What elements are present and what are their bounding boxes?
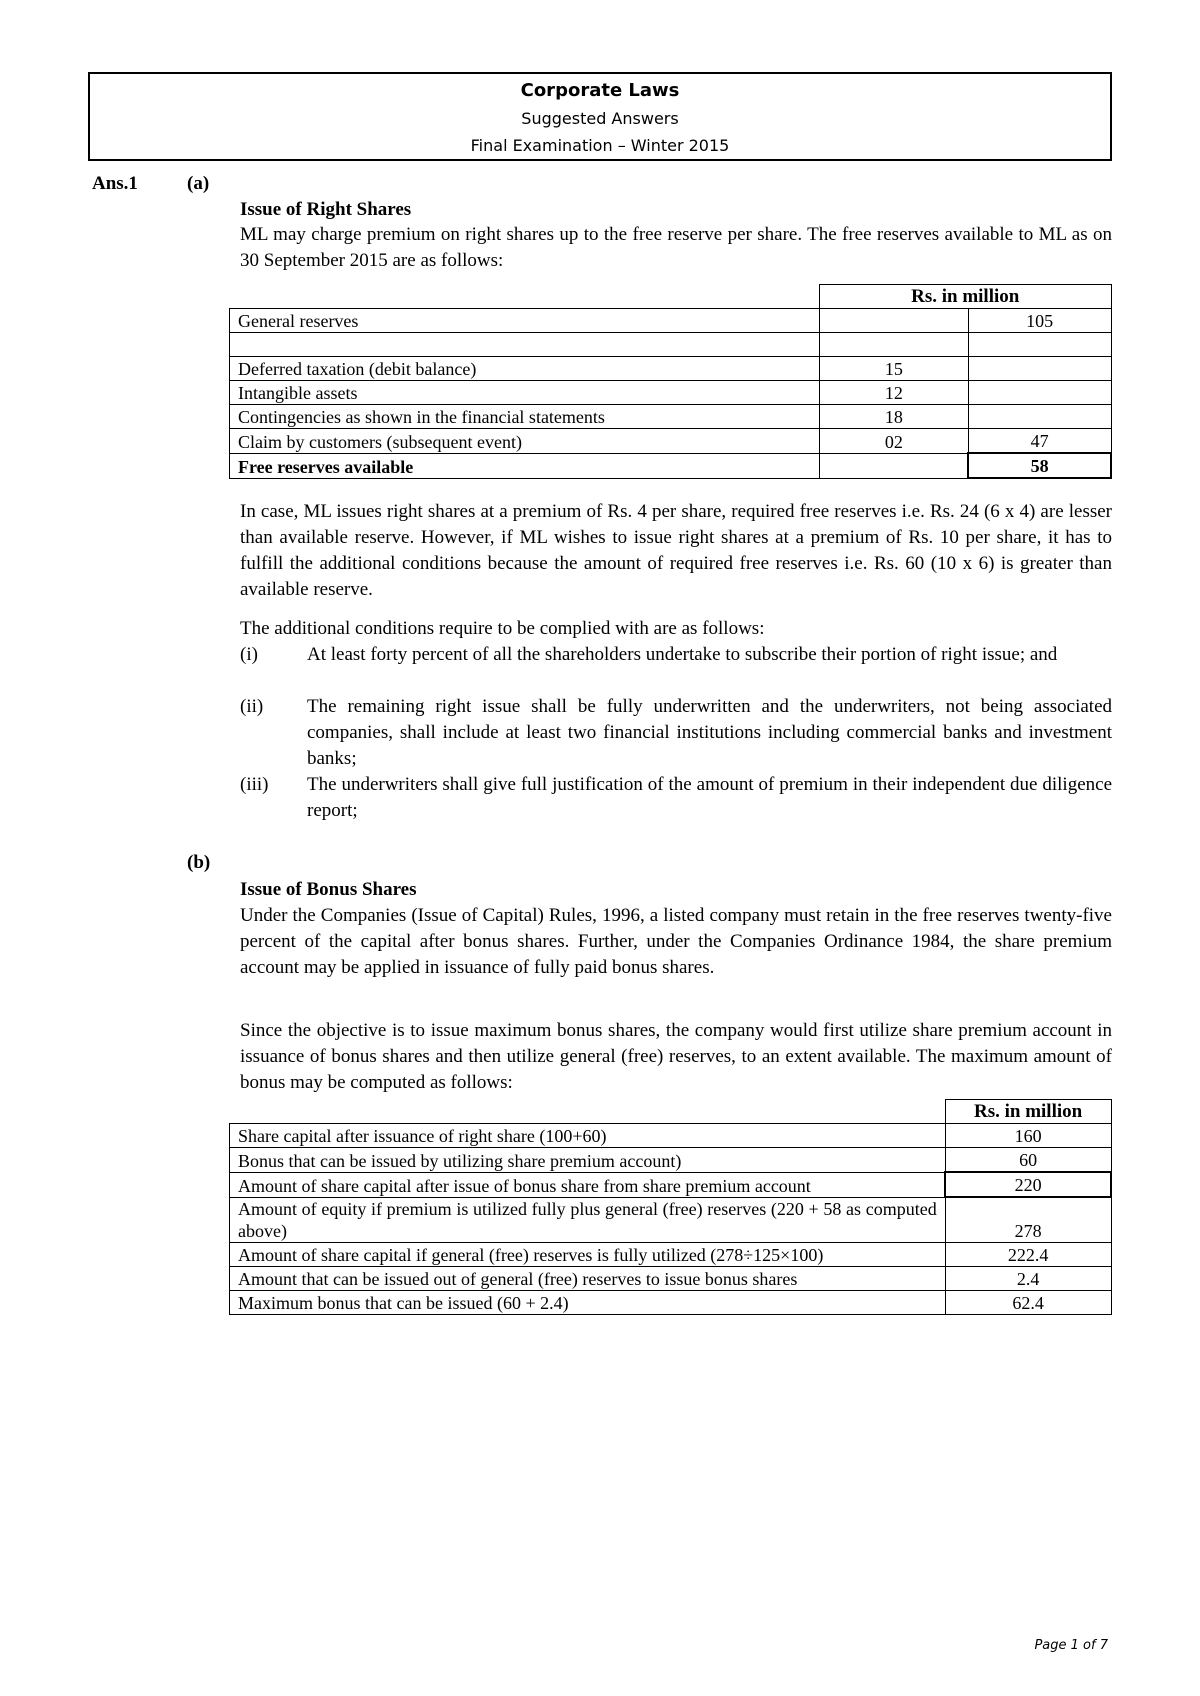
row-label: Claim by customers (subsequent event) <box>230 429 820 454</box>
row-col2: 105 <box>968 309 1111 333</box>
part-a-label: (a) <box>187 173 210 194</box>
part-a-intro: ML may charge premium on right shares up to the free reserve per share. The free reserves available to ML as on 30 September 2015 are as follows: <box>240 224 1112 271</box>
row-label <box>230 333 820 357</box>
row-label: Amount that can be issued out of general (free) reserves to issue bonus shares <box>230 1266 946 1290</box>
row-label: Free reserves available <box>230 453 820 478</box>
condition-item <box>240 772 1112 824</box>
row-col2: 47 <box>968 429 1111 454</box>
table-row <box>230 1290 1112 1314</box>
document-subtitle: Suggested Answers <box>521 109 679 128</box>
row-label: Bonus that can be issued by utilizing share premium account) <box>230 1148 946 1173</box>
condition-text: At least forty percent of all the shareholders undertake to subscribe their portion of right issue; and <box>307 644 1058 665</box>
page-number: Page 1 of 7 <box>1034 1638 1108 1653</box>
row-col2 <box>968 405 1111 429</box>
table-header-row <box>230 285 1112 309</box>
row-label: Amount of share capital after issue of bonus share from share premium account <box>230 1172 946 1197</box>
row-value: 160 <box>945 1124 1111 1148</box>
row-label: Share capital after issuance of right share (100+60) <box>230 1124 946 1148</box>
table-row <box>230 381 1112 405</box>
row-value: 2.4 <box>945 1266 1111 1290</box>
row-col2 <box>968 381 1111 405</box>
row-value: 60 <box>945 1148 1111 1173</box>
table-row <box>230 357 1112 381</box>
condition-item <box>240 694 1112 772</box>
table-row <box>230 1266 1112 1290</box>
table-row <box>230 405 1112 429</box>
row-col1 <box>819 333 968 357</box>
row-value: 278 <box>945 1197 1111 1242</box>
table-row <box>230 1124 1112 1148</box>
bonus-shares-table <box>229 1099 1112 1315</box>
part-a-paragraph-2: The additional conditions require to be complied with are as follows: <box>240 618 765 639</box>
table-row <box>230 1148 1112 1173</box>
row-col2: 58 <box>968 453 1111 478</box>
condition-item <box>240 642 1112 694</box>
part-b-paragraph-2: Since the objective is to issue maximum bonus shares, the company would first utilize share premium account in issuance of bonus shares and then utilize general (free) reserves, to an extent available. The maximum amount of bonus may be computed as follows: <box>240 1020 1112 1093</box>
table-header-row <box>230 1100 1112 1124</box>
table-row <box>230 333 1112 357</box>
row-label: General reserves <box>230 309 820 333</box>
condition-number: (i) <box>240 644 258 665</box>
part-b-paragraph-1: Under the Companies (Issue of Capital) Rules, 1996, a listed company must retain in the free reserves twenty-five percent of the capital after bonus shares. Further, under the Companies Ordinance 1984, the share premium account may be applied in issuance of fully paid bonus shares. <box>240 905 1112 978</box>
row-col2 <box>968 357 1111 381</box>
part-a-heading: Issue of Right Shares <box>240 199 412 220</box>
table-row <box>230 1172 1112 1197</box>
table-header: Rs. in million <box>945 1100 1111 1124</box>
condition-number: (iii) <box>240 774 269 795</box>
table-total-row <box>230 453 1112 478</box>
answer-label: Ans.1 <box>92 173 138 194</box>
row-col1: 15 <box>819 357 968 381</box>
row-col1: 12 <box>819 381 968 405</box>
exam-title: Final Examination – Winter 2015 <box>470 136 730 155</box>
part-a-paragraph-1: In case, ML issues right shares at a premium of Rs. 4 per share, required free reserves i.e. Rs. 24 (6 x 4) are lesser than available reserve. However, if ML wishes to issue right shares at a premium of Rs. 10 per share, it has to fulfill the additional conditions because the amount of required free reserves i.e. Rs. 60 (10 x 6) is greater than available reserve. <box>240 501 1112 600</box>
condition-number: (ii) <box>240 696 264 717</box>
row-label: Deferred taxation (debit balance) <box>230 357 820 381</box>
row-col1 <box>819 453 968 478</box>
row-value: 220 <box>945 1172 1111 1197</box>
part-b-label: (b) <box>187 852 211 873</box>
row-value: 62.4 <box>945 1290 1111 1314</box>
table-row <box>230 1242 1112 1266</box>
row-label: Maximum bonus that can be issued (60 + 2.4) <box>230 1290 946 1314</box>
condition-text: The underwriters shall give full justification of the amount of premium in their independent due diligence report; <box>307 774 1112 821</box>
table-row <box>230 309 1112 333</box>
header-box <box>88 72 1112 161</box>
document-title: Corporate Laws <box>520 80 680 101</box>
row-label: Amount of equity if premium is utilized fully plus general (free) reserves (220 + 58 as computed above) <box>230 1197 946 1242</box>
row-col1: 02 <box>819 429 968 454</box>
row-label: Amount of share capital if general (free) reserves is fully utilized (278÷125×100) <box>230 1242 946 1266</box>
row-label: Intangible assets <box>230 381 820 405</box>
row-col1: 18 <box>819 405 968 429</box>
row-value: 222.4 <box>945 1242 1111 1266</box>
table-row <box>230 429 1112 454</box>
row-col2 <box>968 333 1111 357</box>
part-b-heading: Issue of Bonus Shares <box>240 879 417 900</box>
free-reserves-table <box>229 284 1112 479</box>
condition-text: The remaining right issue shall be fully underwritten and the underwriters, not being associated companies, shall include at least two financial institutions including commercial banks and investment banks; <box>307 696 1112 769</box>
row-label: Contingencies as shown in the financial statements <box>230 405 820 429</box>
row-col1 <box>819 309 968 333</box>
table-row <box>230 1197 1112 1242</box>
table-header: Rs. in million <box>819 285 1111 309</box>
